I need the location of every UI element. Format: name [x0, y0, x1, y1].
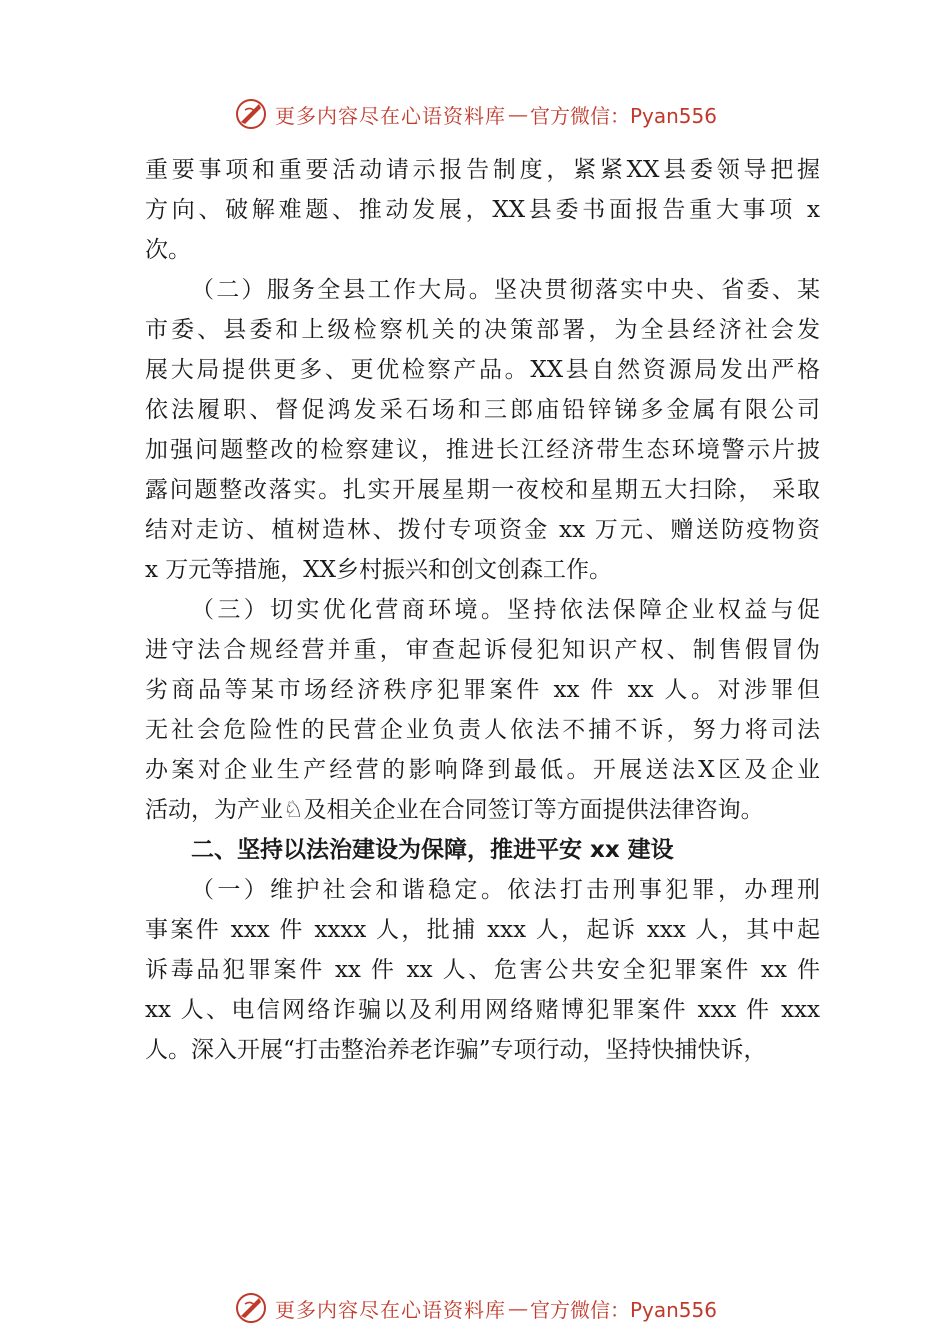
- watermark-footer: [0, 1288, 950, 1328]
- text-line: 人。深入开展“打击整治养老诈骗”专项行动，坚持快捕快诉，: [145, 1037, 767, 1063]
- text-line: x 万元等措施，XX乡村振兴和创文创森工作。: [145, 557, 613, 583]
- text-line: 露问题整改落实。扎实开展星期一夜校和星期五大扫除， 采取: [145, 477, 820, 503]
- text-line: 事案件 xxx 件 xxxx 人，批捕 xxx 人，起诉 xxx 人，其中起: [145, 917, 820, 943]
- watermark-brand: 更多内容尽在心语资料库: [274, 1297, 506, 1322]
- text-line: 结对走访、植树造林、拨付专项资金 xx 万元、赠送防疫物资: [145, 517, 820, 543]
- text-line: 无社会危险性的民营企业负责人依法不捕不诉，努力将司法: [145, 717, 820, 743]
- text-line: 诉毒品犯罪案件 xx 件 xx 人、危害公共安全犯罪案件 xx 件: [145, 957, 820, 983]
- text-line: （三）切实优化营商环境。坚持依法保障企业权益与促: [191, 597, 820, 623]
- text-line: 展大局提供更多、更优检察产品。XX县自然资源局发出严格: [145, 357, 820, 383]
- watermark-wechat: 官方微信：Pyan556: [529, 103, 717, 128]
- paragraph-block-2: [145, 870, 820, 1070]
- text-line: 办案对企业生产经营的影响降到最低。开展送法X区及企业: [145, 757, 820, 783]
- text-line: （一）维护社会和谐稳定。依法打击刑事犯罪，办理刑: [191, 877, 820, 903]
- brand-logo-icon: [233, 96, 269, 132]
- text-line: 加强问题整改的检察建议，推进长江经济带生态环境警示片披: [145, 437, 820, 463]
- text-line: （二）服务全县工作大局。坚决贯彻落实中央、省委、某: [191, 277, 820, 303]
- document-body: [145, 150, 820, 1070]
- paragraph-block-1: [145, 150, 820, 830]
- brand-logo-icon: [233, 1290, 269, 1326]
- text-line: 活动，为产业♘及相关企业在合同签订等方面提供法律咨询。: [145, 797, 764, 823]
- section-heading: 二、坚持以法治建设为保障，推进平安 xx 建设: [191, 837, 674, 863]
- text-line: 次。: [145, 237, 191, 263]
- watermark-dash: —: [507, 1296, 528, 1320]
- text-line: 重要事项和重要活动请示报告制度，紧紧XX县委领导把握: [145, 157, 820, 183]
- text-line: 进守法合规经营并重，审查起诉侵犯知识产权、制售假冒伪: [145, 637, 820, 663]
- watermark-dash: —: [507, 102, 528, 126]
- text-line: 依法履职、督促鸿发采石场和三郎庙铅锌锑多金属有限公司: [145, 397, 820, 423]
- text-line: 劣商品等某市场经济秩序犯罪案件 xx 件 xx 人。对涉罪但: [145, 677, 820, 703]
- watermark-brand: 更多内容尽在心语资料库: [274, 103, 506, 128]
- text-line: 市委、县委和上级检察机关的决策部署，为全县经济社会发: [145, 317, 820, 343]
- watermark-header: [0, 94, 950, 134]
- text-line: 方向、破解难题、推动发展，XX县委书面报告重大事项 x: [145, 197, 820, 223]
- watermark-wechat: 官方微信：Pyan556: [529, 1297, 717, 1322]
- text-line: xx 人、电信网络诈骗以及利用网络赌博犯罪案件 xxx 件 xxx: [145, 997, 820, 1023]
